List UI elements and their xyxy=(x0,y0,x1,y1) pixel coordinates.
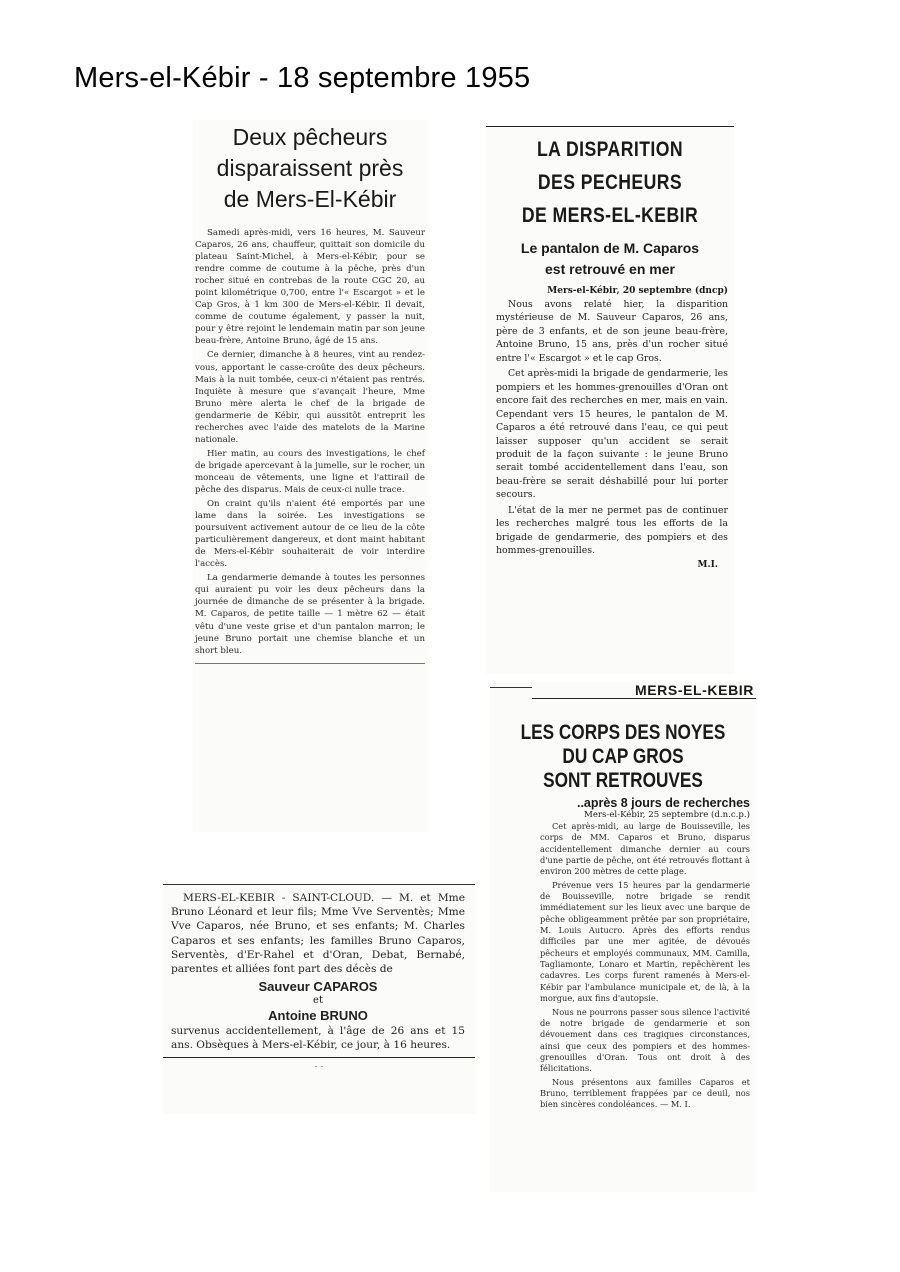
article-paragraph: Nous avons relaté hier, la disparition mystérieuse de M. Sauveur Caparos, 26 ans, père de 3 enfants, et de son jeune beau-frère, Antoine Bruno, 15 ans, près d'un rocher situé entre l'« Escargot » et le cap Gros. xyxy=(496,299,728,364)
subhead-line: est retrouvé en mer xyxy=(545,261,675,277)
clipping-headline xyxy=(195,122,425,215)
headline-line: DE MERS-EL-KEBIR xyxy=(521,204,699,227)
dateline: Mers-el-Kébir, 20 septembre (dncp) xyxy=(547,286,728,296)
notice-closing: survenus accidentellement, à l'âge de 26 ans et 15 ans. Obsèques à Mers-el-Kébir, ce jour, à 16 heures. xyxy=(171,1025,465,1052)
clipping-subhead: ..après 8 jours de recherches xyxy=(576,796,750,810)
headline-line: de Mers-El-Kébir xyxy=(223,186,397,212)
article-paragraph: Hier matin, au cours des investigations, le chef de brigade apercevant à la jumelle, sur le rocher, un monceau de vêtements, une ligne et l'attirail de pêche des disparus. Mais de ceux-ci nulle trace. xyxy=(195,448,425,495)
clipping-top-rule xyxy=(532,698,756,699)
article-paragraph: Cet après-midi la brigade de gendarmerie, les pompiers et les hommes-grenouilles d'Oran ont encore fait des recherches en mer, mais en vain. Cependant vers 15 heures, le pantalon de M. Caparos a été retrouvé dans l'eau, ce qui peut laisser supposer qu'un accident se serait produit de la façon suivante : le jeune Bruno serait tombé accidentellement dans l'eau, son beau-frère se serait déshabillé pour lui porter secours. xyxy=(496,368,728,501)
notice-text: MERS-EL-KEBIR - SAINT-CLOUD. — M. et Mme Bruno Léonard et leur fils; Mme Vve Serventès; Mme Vve Caparos, née Bruno, et ses enfants; M. Charles Caparos et ses enfants; les familles Bruno Caparos, Serventès, d'Er-Rahel et d'Oran, Debat, Bernabé, parentes et alliées font part des décès de xyxy=(171,892,465,976)
signature: M.I. xyxy=(697,559,718,570)
article-paragraph: Nous ne pourrons passer sous silence l'activité de notre brigade de gendarmerie et son dévouement dans ces tragiques circonstances, ainsi que ceux des pompiers et des hommes-grenouilles d'Oran. Tous ont droit à des félicitations. xyxy=(540,1006,750,1074)
clipping-header-row xyxy=(490,682,756,698)
article-paragraph: Nous présentons aux familles Caparos et Bruno, terriblement frappées par ce deuil, nos bien sincères condoléances. — M. I. xyxy=(540,1076,750,1110)
notice-body xyxy=(163,885,475,1053)
article-paragraph: L'état de la mer ne permet pas de continuer les recherches malgré tous les efforts de la brigade de gendarmerie, des pompiers et des hommes-grenouilles. xyxy=(496,504,728,557)
headline-line: SONT RETROUVES xyxy=(543,769,703,792)
clipping-headline xyxy=(514,721,732,793)
clipping-corps-retrouves xyxy=(490,682,756,1192)
article-paragraph: Samedi après-midi, vers 16 heures, M. Sauveur Caparos, 26 ans, chauffeur, quittait son domicile du plateau Saint-Michel, à Mers-el-Kébir, pour se rendre comme de coutume à la pêche, près d'un rocher situé en contrebas de la route CGC 20, au point kilométrique 0,700, entre l'« Escargot » et le Cap Gros, à 1 km 300 de Mers-el-Kébir. Il devait, comme de coutume également, y passer la nuit, pour y être rejoint le lendemain matin par son jeune beau-frère, Antoine Bruno, âgé de 15 ans. xyxy=(195,228,425,347)
clipping-bottom-rule xyxy=(195,663,425,664)
deceased-name: Antoine BRUNO xyxy=(268,1008,368,1024)
clipping-bottom-rule xyxy=(163,1057,475,1058)
clipping-disparition xyxy=(486,126,734,674)
deceased-name: Sauveur CAPAROS xyxy=(258,979,378,995)
headline-line: LA DISPARITION xyxy=(536,138,684,161)
article-paragraph: La gendarmerie demande à toutes les personnes qui auraient pu voir les deux pêcheurs dans la journée de dimanche de se présenter à la brigade. M. Caparos, de petite taille — 1 mètre 62 — était vêtu d'une veste grise et d'un pantalon marron; le jeune Bruno portait une chemise blanche et un short bleu. xyxy=(195,573,425,656)
article-paragraph: Cet après-midi, au large de Bouisseville, les corps de MM. Caparos et Bruno, disparus accidentellement dimanche dernier au cours d'une partie de pêche, ont été retrouvés flottant à environ 200 mètres de cette plage. xyxy=(540,821,750,877)
page-title: Mers-el-Kébir - 18 septembre 1955 xyxy=(74,62,531,94)
clipping-top-rule xyxy=(486,126,734,127)
dateline: Mers-el-Kébir, 25 septembre (d.n.c.p.) xyxy=(584,810,750,820)
article-body xyxy=(195,227,425,657)
short-rule xyxy=(490,687,532,688)
headline-line: LES CORPS DES NOYES xyxy=(520,721,726,744)
subhead-line: Le pantalon de M. Caparos xyxy=(520,240,700,256)
article-paragraph: Prévenue vers 15 heures par la gendarmerie de Bouisseville, notre brigade se rendit immédiatement sur les lieux avec une barque de pêche obligeamment prêtée par son propriétaire, M. Louis Autucro. Après des efforts rendus difficiles par une mer agitée, de dévoués pêcheurs et employés communaux, MM. Camilla, Tagliamonte, Lonaro et Martin, repêchèrent les cadavres. Les corps furent ramenés à Mers-el-Kébir par l'ambulance municipale et, de là, à la morgue, aux fins d'autopsie. xyxy=(540,879,750,1004)
headline-line: DES PECHEURS xyxy=(537,171,683,194)
article-paragraph: On craint qu'ils n'aient été emportés par une lame dans la soirée. Les investigations se poursuivent activement autour de ce lieu de la côte particulièrement dangereux, et dont maint habitant de Mers-el-Kébir souhaiterait de voir interdire l'accès. xyxy=(195,499,425,570)
headline-line: Deux pêcheurs xyxy=(232,124,388,150)
clipping-avis-deces xyxy=(163,884,475,1114)
article-body xyxy=(490,821,756,1111)
article-paragraph: Ce dernier, dimanche à 8 heures, vint au rendez-vous, apportant le casse-croûte des deux pêcheurs. Mais à la nuit tombée, ceux-ci n'étaient pas rentrés. Inquiète à mesure que s'avançait l'heure, Mme Bruno mère alerta le chef de la brigade de gendarmerie de Kébir, qui aussitôt entreprit les recherches avec l'aide des matelots de la Marine nationale. xyxy=(195,350,425,445)
clipping-subhead xyxy=(486,238,734,280)
headline-line: disparaissent près xyxy=(216,155,404,181)
separator-mark: - - xyxy=(314,1061,324,1072)
clipping-deux-pecheurs xyxy=(193,120,427,832)
headline-line: DU CAP GROS xyxy=(562,745,684,768)
clipping-headline xyxy=(506,133,714,232)
article-body xyxy=(486,298,734,558)
kicker: MERS-EL-KEBIR xyxy=(634,682,754,698)
conjunction: et xyxy=(313,995,323,1007)
